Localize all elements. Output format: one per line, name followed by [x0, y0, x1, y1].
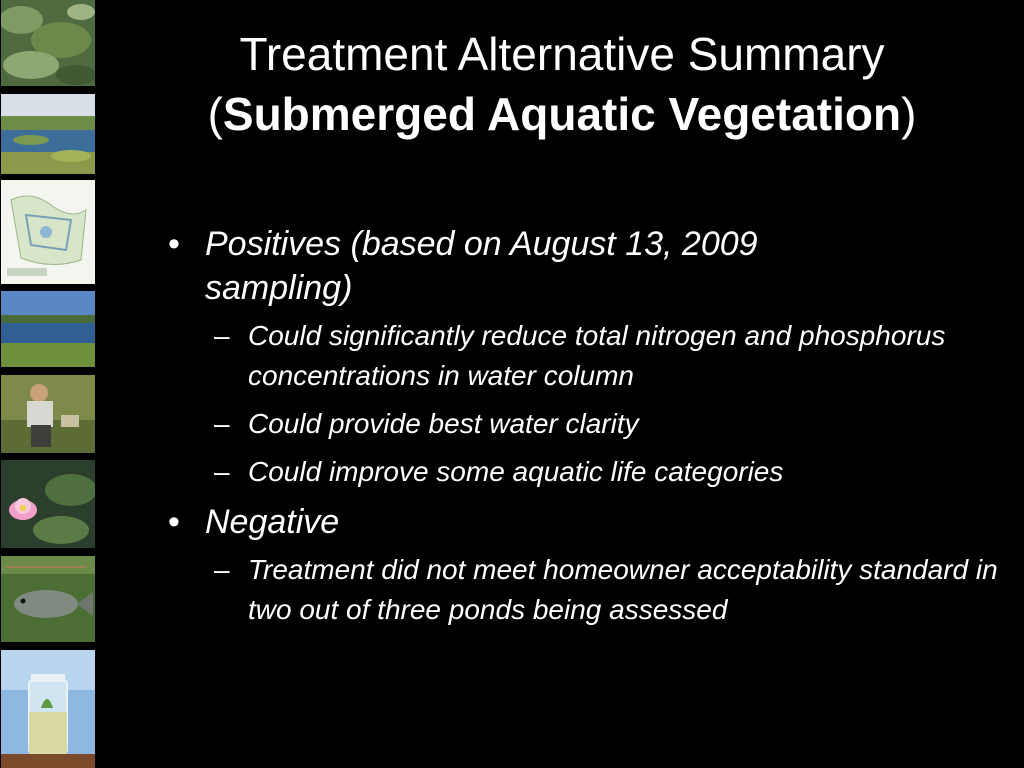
title-close-paren: ): [901, 88, 917, 140]
bullet-mark: •: [168, 503, 180, 541]
field-worker-photo: [1, 375, 95, 453]
sub-bullet-text: Could significantly reduce total nitrogen and phosphorus concentrations in water column: [248, 320, 946, 391]
bullet-negative: [160, 500, 905, 544]
sub-bullet-text: Could provide best water clarity: [248, 408, 639, 439]
photo-strip: [0, 0, 96, 768]
dash-mark: –: [214, 320, 230, 351]
sub-bullet: [160, 452, 1008, 492]
negative-sub-list: [160, 550, 1010, 630]
title-line-2: [100, 84, 1024, 144]
aerial-vegetation-photo: [1, 0, 95, 86]
bullet-text: Positives (based on August 13, 2009 sampling): [205, 225, 758, 307]
positives-sub-list: [160, 316, 1010, 492]
title-open-paren: (: [207, 88, 223, 140]
slide-title: [100, 24, 1024, 144]
dash-mark: –: [214, 456, 230, 487]
bullet-text: Negative: [205, 503, 340, 541]
dash-mark: –: [214, 554, 230, 585]
water-lily-photo: [1, 460, 95, 548]
pond-shoreline-photo: [1, 94, 95, 174]
bullet-positives: [160, 222, 905, 310]
slide-body: [160, 222, 1010, 638]
sub-bullet: [160, 316, 1008, 396]
lake-view-photo: [1, 291, 95, 367]
dash-mark: –: [214, 408, 230, 439]
fish-photo: [1, 556, 95, 642]
sub-bullet: [160, 550, 1008, 630]
sub-bullet-text: Treatment did not meet homeowner acceptability standard in two out of three ponds being assessed: [248, 554, 998, 625]
sub-bullet: [160, 404, 1008, 444]
title-bold-text: Submerged Aquatic Vegetation: [222, 88, 902, 140]
bullet-mark: •: [168, 225, 180, 263]
water-sample-jar-photo: [1, 650, 95, 768]
site-map-photo: [1, 180, 95, 284]
title-line-1: Treatment Alternative Summary: [239, 28, 885, 80]
sub-bullet-text: Could improve some aquatic life categories: [248, 456, 784, 487]
